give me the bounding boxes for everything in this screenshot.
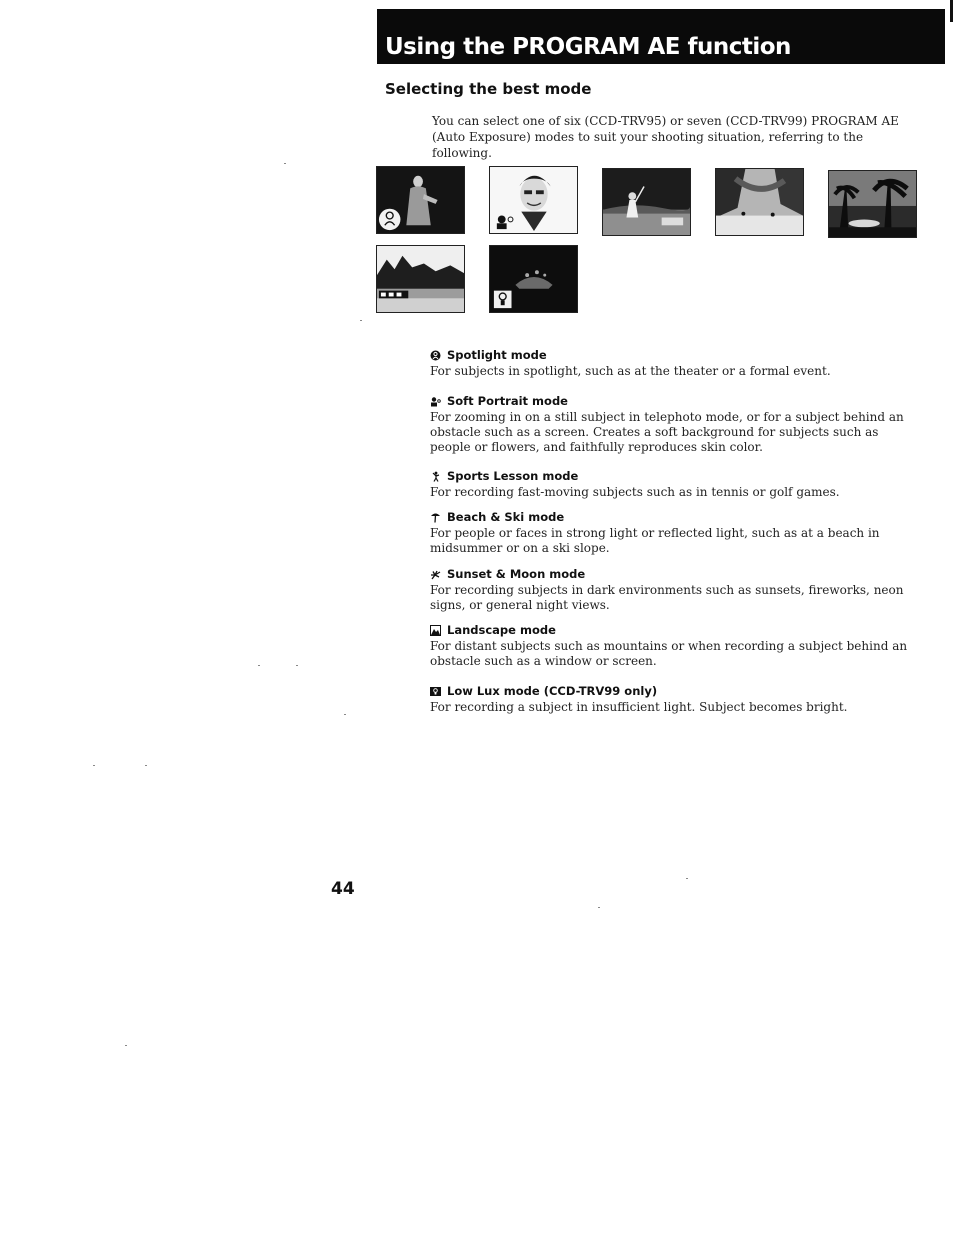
sunset-moon-icon: [430, 569, 441, 580]
landscape-example-image: [376, 245, 465, 313]
intro-paragraph: You can select one of six (CCD-TRV95) or seven (CCD-TRV99) PROGRAM AE (Auto Exposure) modes to suit your shooting situation, referring to the following.: [432, 114, 899, 160]
mode-item-soft-portrait: [430, 393, 920, 455]
beach-ski-icon: [430, 512, 441, 523]
soft-portrait-icon: [430, 396, 441, 407]
header-bar: [377, 9, 945, 64]
page-title: Using the PROGRAM AE function: [385, 34, 791, 60]
mode-description: For zooming in on a still subject in telephoto mode, or for a subject behind an obstacle such as a screen. Creates a soft background for subjects such as people or flowers, and faithfully reproduces skin color.: [430, 410, 904, 454]
page-number: 44: [331, 879, 355, 899]
scan-speck: [125, 1045, 127, 1046]
beach-ski-example-image: [715, 168, 804, 236]
scan-speck: [258, 665, 260, 666]
scan-speck: [284, 163, 286, 164]
section-title: Selecting the best mode: [385, 80, 592, 98]
mode-label: Sunset & Moon mode: [447, 567, 586, 581]
mode-item-sunset-moon: [430, 566, 920, 613]
scan-speck: [93, 765, 95, 766]
mode-label: Soft Portrait mode: [447, 394, 568, 408]
mode-label: Low Lux mode (CCD-TRV99 only): [447, 684, 658, 698]
spotlight-example-image: [376, 166, 465, 234]
mode-item-beach-ski: [430, 509, 920, 556]
low-lux-example-image: [489, 245, 578, 313]
mode-description: For recording subjects in dark environments such as sunsets, fireworks, neon signs, or general night views.: [430, 583, 904, 612]
mode-item-low-lux: [430, 683, 920, 715]
mode-description: For distant subjects such as mountains or when recording a subject behind an obstacle such as a window or screen.: [430, 639, 908, 668]
scan-speck: [344, 714, 346, 715]
mode-description: For recording a subject in insufficient light. Subject becomes bright.: [430, 700, 848, 714]
scan-speck: [598, 907, 600, 908]
mode-item-landscape: [430, 622, 920, 669]
low-lux-icon: [430, 686, 441, 697]
mode-description: For subjects in spotlight, such as at the theater or a formal event.: [430, 364, 831, 378]
soft-portrait-example-image: [489, 166, 578, 234]
mode-label: Landscape mode: [447, 623, 556, 637]
mode-item-sports-lesson: [430, 468, 920, 500]
sports-lesson-icon: [430, 471, 441, 482]
spotlight-icon: [430, 350, 441, 361]
sunset-moon-example-image: [828, 170, 917, 238]
scan-speck: [360, 320, 362, 321]
mode-description: For people or faces in strong light or reflected light, such as at a beach in midsummer or on a ski slope.: [430, 526, 880, 555]
page-edge-mark: [950, 0, 953, 22]
mode-description: For recording fast-moving subjects such as in tennis or golf games.: [430, 485, 840, 499]
landscape-icon: [430, 625, 441, 636]
mode-label: Spotlight mode: [447, 348, 547, 362]
mode-label: Beach & Ski mode: [447, 510, 565, 524]
scan-speck: [686, 878, 688, 879]
scan-speck: [296, 665, 298, 666]
mode-label: Sports Lesson mode: [447, 469, 579, 483]
sports-lesson-example-image: [602, 168, 691, 236]
mode-item-spotlight: [430, 347, 920, 379]
scan-speck: [145, 765, 147, 766]
